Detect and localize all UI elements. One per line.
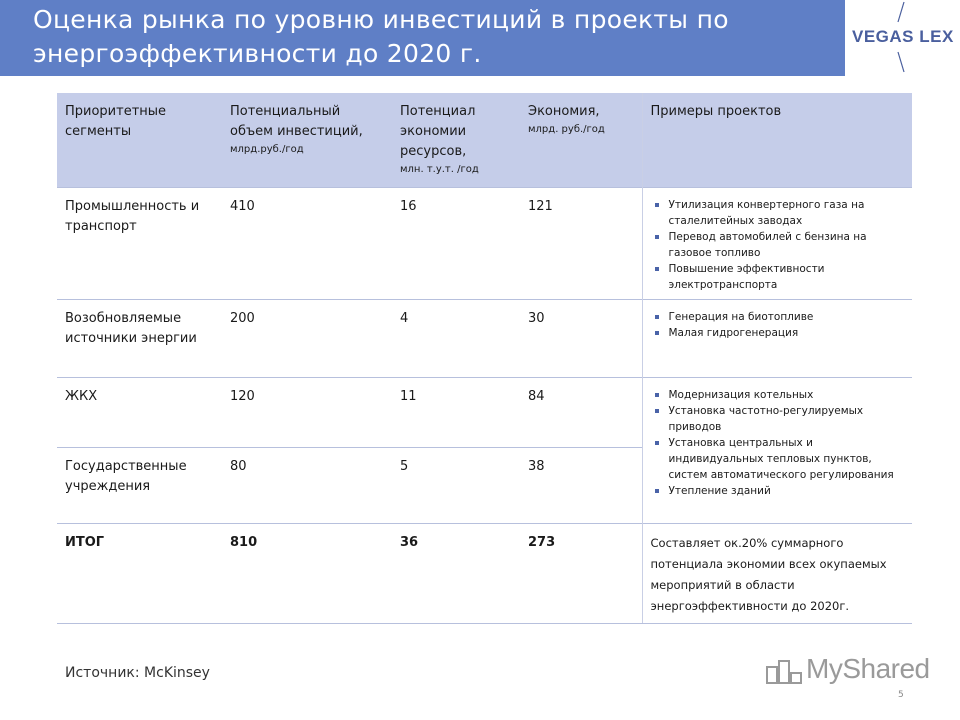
segment-cell: Возобновляемые источники энергии — [57, 299, 222, 377]
examples-cell — [642, 187, 912, 299]
list-item: Утепление зданий — [651, 483, 907, 499]
vegas-lex-logo: VEGAS LEX — [852, 27, 954, 46]
savings-cell: 121 — [520, 187, 642, 299]
total-label: ИТОГ — [57, 523, 222, 623]
header-segments: Приоритетные сегменты — [57, 93, 222, 187]
investment-cell: 200 — [222, 299, 392, 377]
list-item: Установка центральных и индивидуальных тепловых пунктов, систем автоматического регулирования — [651, 435, 907, 483]
list-item: Генерация на биотопливе — [651, 309, 907, 325]
header-potential: Потенциал экономии ресурсов, млн. т.у.т. /год — [392, 93, 520, 187]
investment-cell: 120 — [222, 377, 392, 447]
list-item: Малая гидрогенерация — [651, 325, 907, 341]
header-examples: Примеры проектов — [642, 93, 912, 187]
title-line-2: энергоэффективности до 2020 г. — [33, 39, 482, 68]
table-row — [57, 187, 912, 299]
total-note: Составляет ок.20% суммарного потенциала экономии всех окупаемых мероприятий в области энергоэффективности до 2020г. — [642, 523, 912, 623]
potential-cell: 16 — [392, 187, 520, 299]
total-potential: 36 — [392, 523, 520, 623]
potential-cell: 5 — [392, 447, 520, 523]
header-investment: Потенциальный объем инвестиций, млрд.руб./год — [222, 93, 392, 187]
segment-cell: Промышленность и транспорт — [57, 187, 222, 299]
header-savings: Экономия, млрд. руб./год — [520, 93, 642, 187]
list-item: Модернизация котельных — [651, 387, 907, 403]
savings-cell: 84 — [520, 377, 642, 447]
source-note: Источник: McKinsey — [65, 665, 210, 681]
list-item: Установка частотно-регулируемых приводов — [651, 403, 907, 435]
slide-header — [0, 0, 960, 76]
table-header-row — [57, 93, 912, 187]
potential-cell: 11 — [392, 377, 520, 447]
examples-cell — [642, 299, 912, 377]
slide-title — [33, 3, 853, 71]
total-savings: 273 — [520, 523, 642, 623]
segment-cell: ЖКХ — [57, 377, 222, 447]
list-item: Перевод автомобилей с бензина на газовое топливо — [651, 229, 907, 261]
myshared-watermark: MyShared — [806, 653, 930, 684]
potential-cell: 4 — [392, 299, 520, 377]
examples-cell — [642, 377, 912, 523]
total-investment: 810 — [222, 523, 392, 623]
table-row — [57, 299, 912, 377]
investment-cell: 80 — [222, 447, 392, 523]
segment-cell: Государственные учреждения — [57, 447, 222, 523]
investment-cell: 410 — [222, 187, 392, 299]
list-item: Утилизация конвертерного газа на сталелитейных заводах — [651, 197, 907, 229]
list-item: Повышение эффективности электротранспорта — [651, 261, 907, 293]
savings-cell: 38 — [520, 447, 642, 523]
table-total-row — [57, 523, 912, 623]
page-number: 5 — [898, 690, 904, 700]
investment-table — [57, 93, 912, 624]
table-row — [57, 377, 912, 447]
title-line-1: Оценка рынка по уровню инвестиций в проекты по — [33, 5, 729, 34]
savings-cell: 30 — [520, 299, 642, 377]
